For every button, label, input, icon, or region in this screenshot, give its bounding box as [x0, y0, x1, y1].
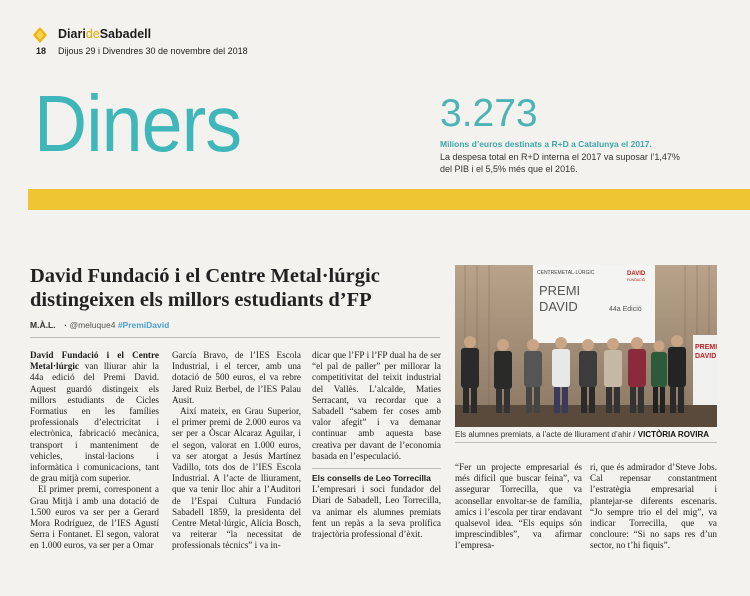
big-number: 3.273: [440, 92, 538, 135]
lead-bold: David Fundació i el Centre Metal·lúrgic: [30, 350, 159, 372]
svg-text:DAVID: DAVID: [695, 353, 717, 360]
byline-handle[interactable]: @meluque4: [69, 320, 116, 330]
paragraph-8: ri, que és admirador d’Steve Jobs. Cal repensar constantment l’estratègia empresarial i plantejar-se diferents escenaris. “Jo sempre trio el del mig”, va indicar Torrecilla, que va concloure: “Si no saps res d’un sector, no t’hi fiquis”.: [590, 462, 717, 551]
byline-hashtag[interactable]: #PremiDavid: [117, 320, 170, 330]
paragraph-4: Així mateix, en Grau Superior, el primer premi de 2.000 euros va ser per a Òscar Alcaraz Aguilar, i el segon, valorat en 1.000 euros, va ser atorgat a Jesús Martínez Vadillo, tots dos de l’IES Escola Industrial. A l’acte de lliurament, que va tenir lloc ahir a l’Auditori de l’Espai Cultura Fundació Sabadell 1859, la presidenta del Centre Metal·lúrgic, Alícia Bosch, va reiterar “la necessitat de professionals tècnics” i va in-: [172, 406, 301, 551]
diari-logo-icon: [33, 27, 47, 43]
article-column-1: [30, 350, 159, 552]
brand-de: de: [85, 27, 100, 41]
paragraph-5: dicar que l’FP i l’FP dual ha de ser “el pal de paller” per millorar la competitivitat del teixit industrial del Vallès. L’alcalde, Maties Serracant, va recordar que a Sabadell “sabem fer coses amb valor afegit” i va demanar continuar amb aquesta base creativa per davant de l’economia basada en l’especulació.: [312, 350, 441, 461]
article-column-5: [590, 462, 717, 552]
svg-text:CENTREMETAL·LÚRGIC: CENTREMETAL·LÚRGIC: [537, 270, 595, 276]
paragraph-7: “Fer un projecte empresarial és més difícil que buscar feina”, va assegurar Torrecilla, que va aconsellar envoltar-se de família, amics i l’escola per tirar endavant qualsevol idea. “Els equips són imprescindibles”, va afirmar l’empresa-: [455, 462, 582, 551]
article-headline: David Fundació i el Centre Metal·lúrgic distingeixen els millors estudiants d’FP: [30, 265, 380, 311]
article-column-2: [172, 350, 301, 552]
number-caption: Milions d’euros destinats a R+D a Catalunya el 2017.: [440, 139, 652, 149]
brand-diari: Diari: [58, 27, 86, 41]
paragraph-3: García Bravo, de l’IES Escola Industrial, i el tercer, amb una dotació de 500 euros, el va rebre Jared Ruiz Berbel, de l’IES Palau Ausit.: [172, 350, 301, 405]
svg-text:PREMI: PREMI: [539, 283, 581, 298]
section-title: Diners: [34, 79, 242, 168]
dateline: Dijous 29 i Divendres 30 de novembre del 2018: [58, 46, 248, 56]
svg-text:DAVID: DAVID: [539, 299, 578, 314]
brand-city: Sabadell: [99, 27, 152, 41]
photo-credit: VICTÒRIA ROVIRA: [637, 430, 710, 439]
svg-text:PREMI: PREMI: [695, 344, 717, 351]
award-photo: [455, 265, 717, 427]
svg-text:DAVID: DAVID: [627, 271, 646, 277]
masthead-brand: [58, 27, 151, 41]
svg-text:44a Edició: 44a Edició: [609, 306, 642, 313]
article-column-4: [455, 462, 582, 552]
award-photo-illustration: [455, 265, 717, 427]
byline: [30, 320, 169, 330]
number-description: La despesa total en R+D interna el 2017 va suposar l’1,47% del PIB i el 5,5% més que el 2016.: [440, 152, 680, 174]
section-band: [28, 189, 750, 210]
subhead-conseils: Els consells de Leo Torrecilla: [312, 473, 431, 484]
caption-rule: [455, 442, 717, 443]
byline-sep: ·: [64, 320, 68, 330]
page-number: 18: [36, 46, 47, 56]
paragraph-2: El primer premi, corresponent a Grau Mitjà i amb una dotació de 1.500 euros va ser per a Gerard Mora Rodríguez, de l’IES Agustí Serra i Fontanet. El segon, valorat en 1.000 euros, va ser per a Omar: [30, 484, 159, 551]
article-column-3: [312, 350, 441, 540]
svg-text:FUNDACIÓ: FUNDACIÓ: [627, 278, 646, 282]
caption-text: Els alumnes premiats, a l’acte de lliurament d’ahir /: [455, 430, 636, 439]
paragraph-1: van lliurar ahir la 44a edició del Premi David. Aquest guardó distingeix els millors estudiants de Cicles Formatius en les famílies professionals d’electricitat i electrònica, fabricació mecànica, transport i manteniment de vehicles, instal·lacions i informàtica i comunicacions, tant de grau mitjà com superior.: [30, 361, 159, 484]
photo-caption: [455, 430, 717, 439]
byline-author: M.À.L.: [30, 320, 56, 330]
paragraph-6: L’empresari i soci fundador del Diari de Sabadell, Leo Torrecilla, va animar els alumnes premiats fent un repàs a la seva prolífica trajectòria professional d’èxit.: [312, 484, 441, 540]
headline-rule: [30, 337, 440, 338]
